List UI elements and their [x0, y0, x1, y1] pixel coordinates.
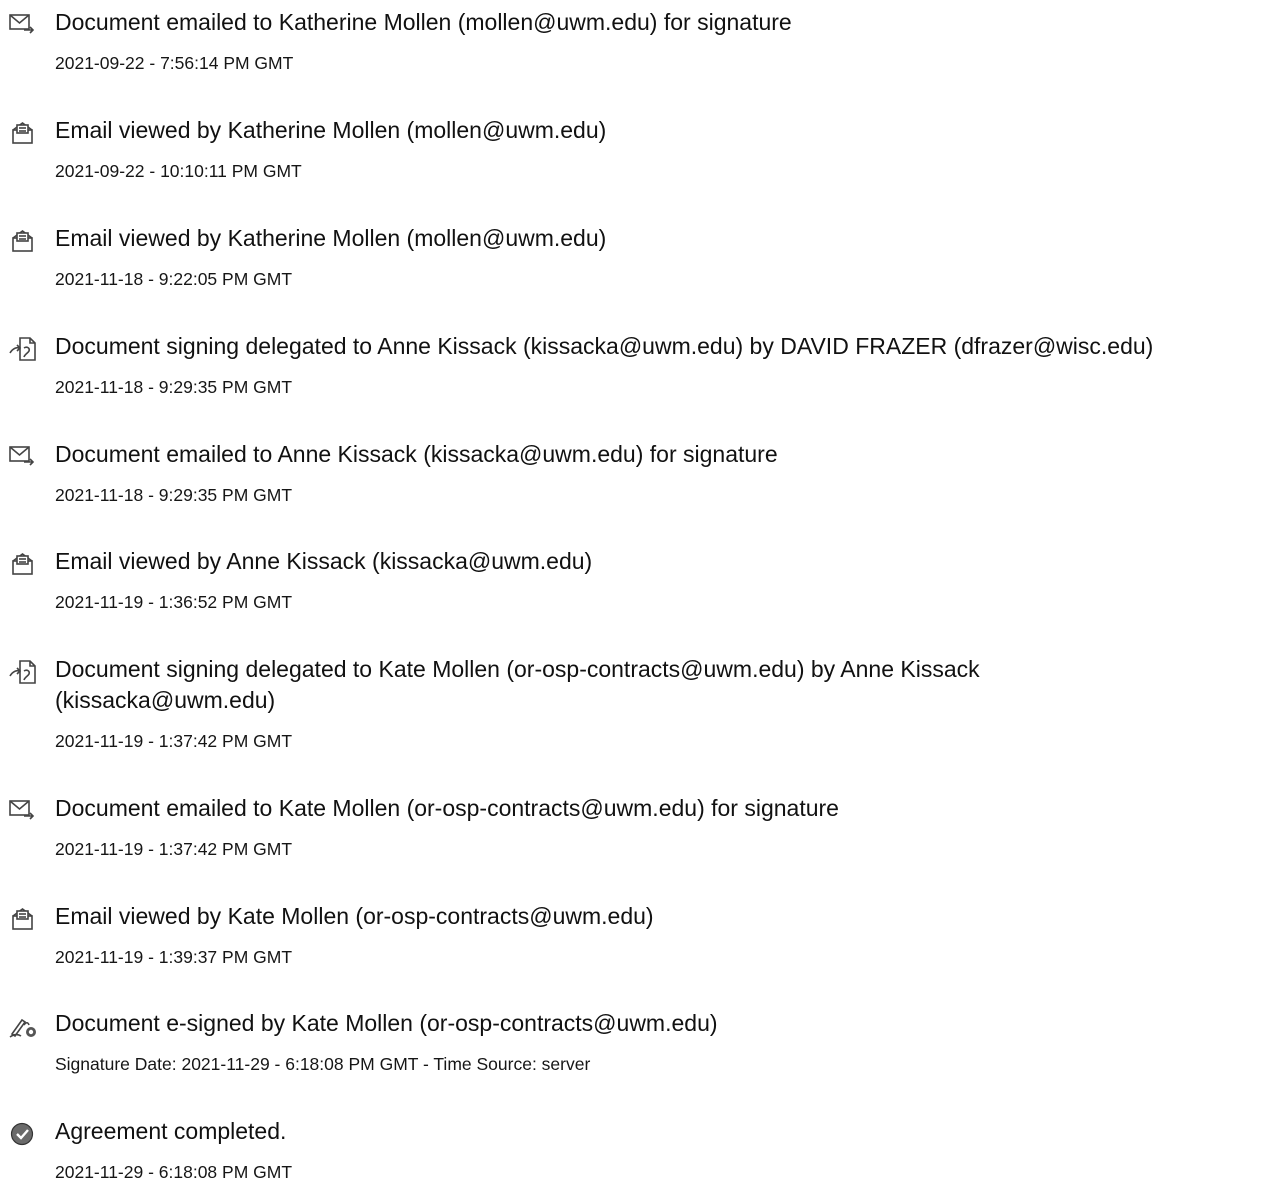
email-sent-icon — [8, 798, 38, 824]
email-viewed-icon — [8, 120, 38, 146]
event-description: Document signing delegated to Kate Mollen (or-osp-contracts@uwm.edu) by Anne Kissack (kissacka@uwm.edu) — [55, 656, 980, 713]
event-timestamp: 2021-11-18 - 9:29:35 PM GMT — [55, 377, 293, 397]
event-timestamp: 2021-11-18 - 9:22:05 PM GMT — [55, 269, 293, 289]
event-description: Document emailed to Anne Kissack (kissacka@uwm.edu) for signature — [55, 441, 778, 467]
event-timestamp: 2021-09-22 - 10:10:11 PM GMT — [55, 161, 302, 181]
event-description: Document emailed to Katherine Mollen (mollen@uwm.edu) for signature — [55, 9, 792, 35]
event-timestamp: 2021-11-19 - 1:36:52 PM GMT — [55, 592, 293, 612]
event-description: Email viewed by Katherine Mollen (mollen@uwm.edu) — [55, 117, 607, 143]
event-description: Email viewed by Anne Kissack (kissacka@uwm.edu) — [55, 548, 593, 574]
email-viewed-icon — [8, 906, 38, 932]
event-timestamp: Signature Date: 2021-11-29 - 6:18:08 PM GMT - Time Source: server — [55, 1054, 591, 1074]
event-description: Document e-signed by Kate Mollen (or-osp-contracts@uwm.edu) — [55, 1010, 718, 1036]
delegation-icon — [8, 336, 38, 362]
event-timestamp: 2021-09-22 - 7:56:14 PM GMT — [55, 53, 294, 73]
email-sent-icon — [8, 444, 38, 470]
e-sign-icon — [8, 1013, 38, 1039]
event-description: Agreement completed. — [55, 1118, 287, 1144]
event-timestamp: 2021-11-29 - 6:18:08 PM GMT — [55, 1162, 293, 1182]
email-sent-icon — [8, 12, 38, 38]
event-timestamp: 2021-11-19 - 1:39:37 PM GMT — [55, 947, 293, 967]
event-description: Document emailed to Kate Mollen (or-osp-contracts@uwm.edu) for signature — [55, 795, 839, 821]
event-description: Email viewed by Katherine Mollen (mollen@uwm.edu) — [55, 225, 607, 251]
email-viewed-icon — [8, 551, 38, 577]
event-description: Document signing delegated to Anne Kissack (kissacka@uwm.edu) by DAVID FRAZER (dfrazer@wisc.edu) — [55, 333, 1154, 359]
event-timestamp: 2021-11-19 - 1:37:42 PM GMT — [55, 839, 293, 859]
agreement-completed-icon — [8, 1121, 38, 1147]
email-viewed-icon — [8, 228, 38, 254]
delegation-icon — [8, 659, 38, 685]
event-description: Email viewed by Kate Mollen (or-osp-contracts@uwm.edu) — [55, 903, 654, 929]
event-timestamp: 2021-11-18 - 9:29:35 PM GMT — [55, 485, 293, 505]
event-timestamp: 2021-11-19 - 1:37:42 PM GMT — [55, 731, 293, 751]
